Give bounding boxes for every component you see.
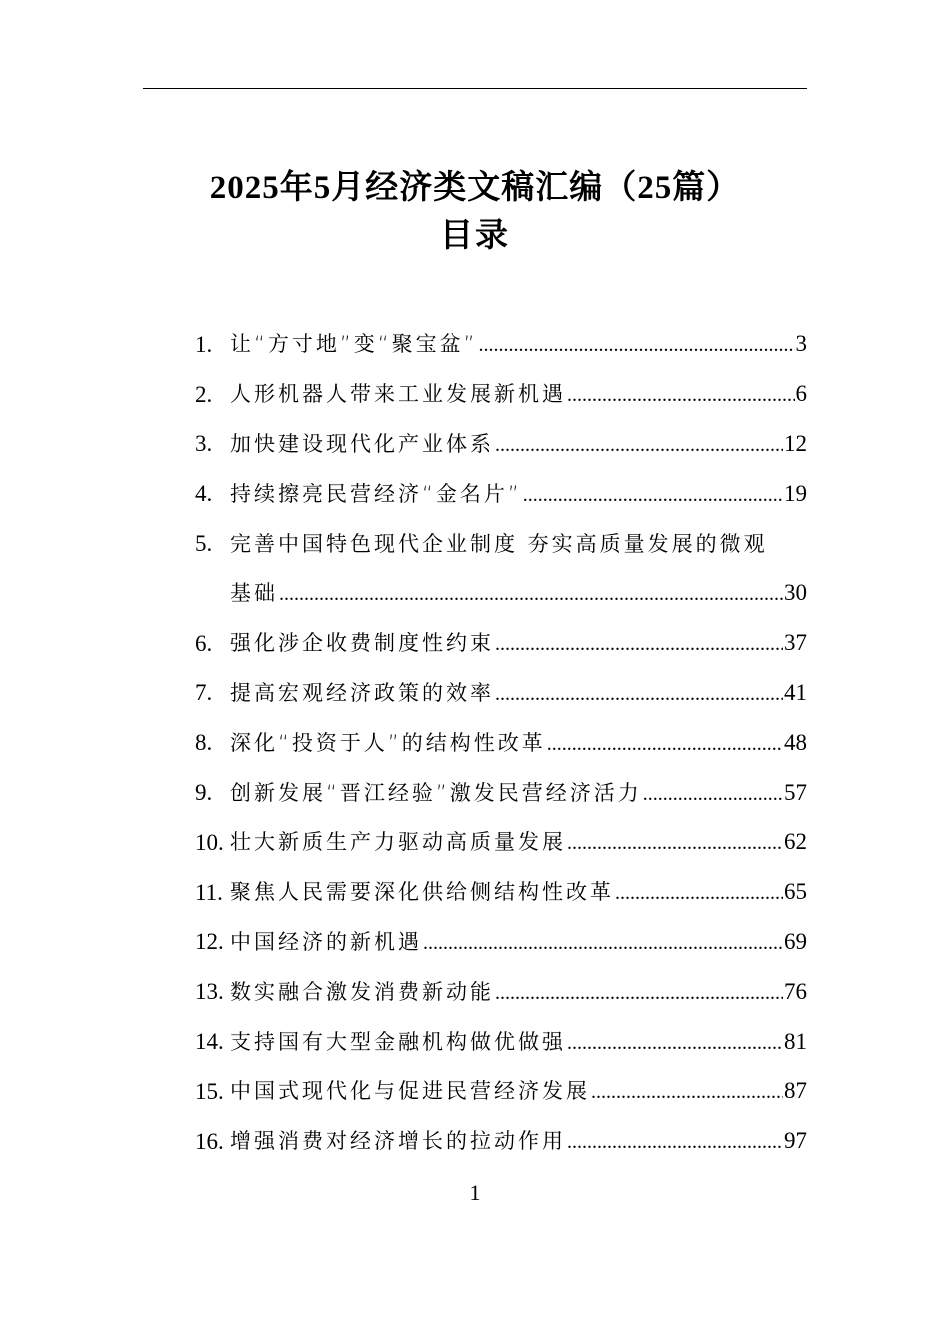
toc-entry-14[interactable] [195,1017,807,1067]
toc-heading: 目录 [440,218,510,254]
toc-entry-13[interactable] [195,967,807,1017]
toc-page-number: 81 [784,1028,807,1054]
toc-number: 16. [195,1128,224,1154]
toc-number: 11. [195,879,223,905]
toc-entry-5[interactable] [195,519,807,619]
toc-page-number: 41 [784,679,807,705]
toc-page-number: 3 [795,331,807,357]
toc-entry-6[interactable] [195,619,807,669]
toc-entry-3[interactable] [195,420,807,470]
toc-title: 完善中国特色现代企业制度 夯实高质量发展的微观 [230,532,768,557]
toc-page-number: 69 [784,928,807,954]
toc-title: 深化“投资于人”的结构性改革 [230,730,546,755]
toc-number: 10. [195,829,224,855]
dot-leader [279,579,783,609]
toc-title: 创新发展“晋江经验”激发民营经济活力 [230,780,642,805]
toc-entry-10[interactable] [195,818,807,868]
dot-leader [495,679,783,709]
toc-number: 9. [195,780,213,806]
toc-number: 4. [195,481,213,507]
toc-number: 6. [195,630,213,656]
toc-entry-2[interactable] [195,370,807,420]
toc-entry-7[interactable] [195,669,807,719]
toc-page-number: 48 [784,729,807,755]
toc-number: 5. [195,531,213,557]
document-title: 2025年5月经济类文稿汇编（25篇） [209,170,741,206]
toc-number: 15. [195,1078,224,1104]
toc-title: 数实融合激发消费新动能 [230,979,494,1004]
dot-leader [423,928,783,958]
dot-leader [495,629,783,659]
toc-page-number: 19 [784,480,807,506]
header-rule [143,88,807,89]
toc-title: 人形机器人带来工业发展新机遇 [230,382,566,407]
toc-title: 让“方寸地”变“聚宝盆” [230,332,478,357]
toc-title: 提高宏观经济政策的效率 [230,680,494,705]
toc-number: 14. [195,1029,224,1055]
toc-entry-1[interactable] [195,320,807,370]
toc-page-number: 37 [784,630,807,656]
dot-leader [523,480,783,510]
toc-page-number: 62 [784,829,807,855]
toc-entry-16[interactable] [195,1117,807,1167]
toc-title: 持续擦亮民营经济“金名片” [230,481,522,506]
toc-page-number: 12 [784,430,807,456]
dot-leader [643,779,783,809]
dot-leader [615,878,783,908]
toc-entry-12[interactable] [195,918,807,968]
dot-leader [567,1127,783,1157]
dot-leader [495,430,783,460]
toc-number: 1. [195,331,213,357]
toc-title: 中国经济的新机遇 [230,929,422,954]
toc-number: 3. [195,431,213,457]
dot-leader [479,330,795,360]
toc-entry-11[interactable] [195,868,807,918]
toc-page-number: 97 [784,1128,807,1154]
toc-title: 聚焦人民需要深化供给侧结构性改革 [230,880,614,905]
dot-leader [547,729,783,759]
dot-leader [567,380,795,410]
dot-leader [567,1028,783,1058]
table-of-contents [195,320,807,1167]
toc-title-continuation: 基础 [230,581,278,606]
toc-title: 强化涉企收费制度性约束 [230,631,494,656]
toc-number: 7. [195,680,213,706]
toc-number: 8. [195,730,213,756]
toc-title: 加快建设现代化产业体系 [230,431,494,456]
dot-leader [567,828,783,858]
toc-number: 2. [195,381,213,407]
toc-page-number: 30 [784,580,807,606]
dot-leader [495,978,783,1008]
page-number: 1 [469,1180,481,1205]
toc-page-number: 87 [784,1078,807,1104]
toc-title: 支持国有大型金融机构做优做强 [230,1029,566,1054]
toc-title: 壮大新质生产力驱动高质量发展 [230,830,566,855]
toc-page-number: 76 [784,978,807,1004]
toc-page-number: 57 [784,779,807,805]
toc-entry-4[interactable] [195,469,807,519]
toc-number: 12. [195,929,224,955]
toc-page-number: 65 [784,879,807,905]
toc-title: 增强消费对经济增长的拉动作用 [230,1129,566,1154]
toc-page-number: 6 [795,381,807,407]
toc-number: 13. [195,979,224,1005]
toc-entry-8[interactable] [195,718,807,768]
dot-leader [591,1077,783,1107]
toc-title: 中国式现代化与促进民营经济发展 [230,1079,590,1104]
toc-entry-15[interactable] [195,1067,807,1117]
toc-entry-9[interactable] [195,768,807,818]
